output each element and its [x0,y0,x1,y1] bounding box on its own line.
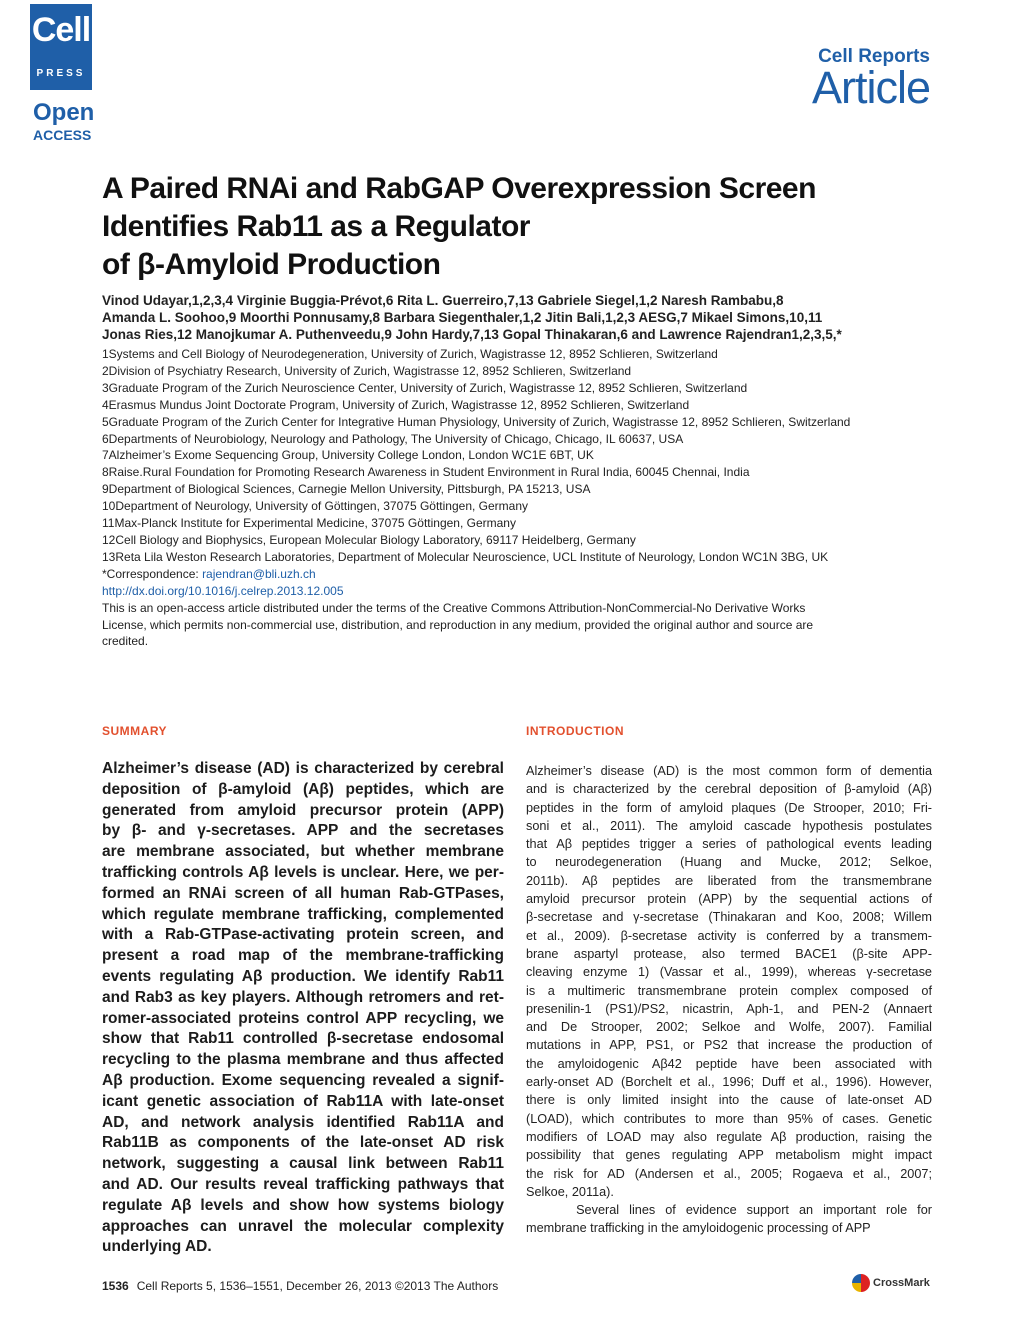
summary-line: with a Rab-GTPase-activating protein screen, and [102,926,504,944]
paper-title [102,170,902,284]
summary-heading: SUMMARY [102,724,168,738]
intro-line: et al., 2009). β-secretase activity is conferred by a transmem- [526,928,932,943]
summary-line: recycling to the plasma membrane and thus affected [102,1051,504,1069]
intro-line: (LOAD), which contributes to more than 95% of cases. Genetic [526,1111,932,1126]
affiliation: 11Max-Planck Institute for Experimental Medicine, 37075 Göttingen, Germany [102,516,516,531]
affiliation: 13Reta Lila Weston Research Laboratories, Department of Molecular Neuroscience, UCL Institute of Neurology, London WC1N 3BG, UK [102,549,829,564]
affiliation: 8Raise.Rural Foundation for Promoting Research Awareness in Student Environment in Rural India, 60045 Chennai, India [102,465,750,480]
author-line: Vinod Udayar,1,2,3,4 Virginie Buggia-Prévot,6 Rita L. Guerreiro,7,13 Gabriele Siegel,1,2 Naresh Rambabu,8 [102,293,784,308]
affiliation: 4Erasmus Mundus Joint Doctorate Program, University of Zurich, Wagistrasse 12, 8952 Schlieren, Switzerland [102,397,690,412]
summary-line: AD, and network analysis identified Rab11A and [102,1113,504,1131]
intro-line: peptides in the form of amyloid plaques (De Strooper, 2010; Fri- [526,800,932,815]
page-footer [102,1279,498,1293]
summary-line: Rab11B as components of the late-onset AD risk [102,1134,504,1152]
affiliation: 2Division of Psychiatry Research, University of Zurich, Wagistrasse 12, 8952 Schlieren, Switzerland [102,363,632,378]
intro-line: is a multimeric transmembrane protein complex composed of [526,983,932,998]
intro-line: 2011b). Aβ peptides are liberated from the transmembrane [526,873,932,888]
intro-line: amyloid precursor protein (APP) by the sequential actions of [526,892,932,907]
summary-line: regulate Aβ levels and show how systems biology [102,1196,504,1214]
summary-line: formed an RNAi screen of all human Rab-GTPases, [102,884,504,902]
affiliation: 10Department of Neurology, University of Göttingen, 37075 Göttingen, Germany [102,499,529,514]
affiliation: 3Graduate Program of the Zurich Neuroscience Center, University of Zurich, Wagistrasse 12, 8952 Schlieren, Switzerland [102,380,748,395]
summary-line: deposition of β-amyloid (Aβ) peptides, which are [102,780,504,798]
logo-cell-text: Cell [31,11,91,49]
intro-line: brane aspartyl protease, also termed BACE1 (β-site APP- [526,946,932,961]
crossmark-icon [852,1274,870,1292]
title-line: A Paired RNAi and RabGAP Overexpression Screen [102,172,816,205]
crossmark-label: CrossMark [873,1276,930,1289]
author-line: Jonas Ries,12 Manojkumar A. Puthenveedu,9 John Hardy,7,13 Gopal Thinakaran,6 and Lawrence Rajendran1,2,3,5,* [102,327,842,342]
summary-line: which regulate membrane trafficking, complemented [102,905,504,923]
title-line: of β-Amyloid Production [102,248,441,281]
affiliation: 1Systems and Cell Biology of Neurodegeneration, University of Zurich, Wagistrasse 12, 8952 Schlieren, Switzerland [102,347,718,361]
intro-line: modifiers of LOAD may also regulate Aβ production, raising the [526,1129,932,1144]
article-type: Article [811,62,930,113]
affiliation: 7Alzheimer’s Exome Sequencing Group, University College London, London WC1E 6BT, UK [102,448,594,463]
summary-line: generated from amyloid precursor protein (APP) [102,801,504,819]
intro-line: β-secretase and γ-secretase (Thinakaran and Koo, 2008; Willem [526,910,932,925]
intro-line: that Aβ peptides trigger a series of pathological events leading [526,837,932,852]
intro-line: and is characterized by the cerebral deposition of β-amyloid (Aβ) [526,782,932,797]
intro-line: the risk for AD (Andersen et al., 2005; Rogaeva et al., 2007; [526,1166,932,1181]
summary-line: icant genetic association of Rab11A with late-onset [102,1092,504,1110]
summary-text [102,759,504,1258]
summary-line: and AD. Our results reveal trafficking pathways that [102,1175,504,1193]
correspondence [102,566,937,583]
summary-line: present a road map of the membrane-trafficking [102,947,504,965]
intro-line: there is only limited insight into the cause of late-onset AD [526,1093,932,1108]
correspondence-email-link[interactable]: rajendran@bli.uzh.ch [202,566,316,581]
page-number: 1536 [102,1279,129,1293]
license-line: License, which permits non-commercial use, distribution, and reproduction in any medium, provided the original author and source are [102,617,814,632]
intro-line: Alzheimer’s disease (AD) is the most common form of dementia [526,764,932,778]
intro-line: possibility that genes regulating APP metabolism might impact [526,1148,932,1163]
access-label: ACCESS [33,127,92,143]
logo-press-text: PRESS [36,68,86,79]
summary-line: show that Rab11 controlled β-secretase endosomal [102,1030,504,1048]
intro-line: Several lines of evidence support an important role for [526,1203,932,1218]
affiliation: 6Departments of Neurobiology, Neurology and Pathology, The University of Chicago, Chicago, IL 60637, USA [102,431,684,446]
summary-line: events regulating Aβ production. We identify Rab11 [102,967,504,985]
summary-line: Aβ production. Exome sequencing revealed a signif- [102,1071,504,1089]
author-list [102,292,932,343]
summary-line: approaches can unravel the molecular complexity [102,1217,504,1235]
affiliation: 12Cell Biology and Biophysics, European Molecular Biology Laboratory, 69117 Heidelberg, Germany [102,532,636,547]
author-line: Amanda L. Soohoo,9 Moorthi Ponnusamy,8 Barbara Siegenthaler,1,2 Jitin Bali,1,2,3 AESG,7 Mikael Simons,10,11 [102,310,823,325]
crossmark-badge[interactable] [852,1274,930,1292]
correspondence-label: *Correspondence: [102,566,203,581]
summary-line: trafficking controls Aβ levels is unclear. Here, we per- [102,863,504,881]
license-text [102,600,932,651]
summary-line: by β- and γ-secretases. APP and the secretases [102,822,504,840]
intro-line: early-onset AD (Borchelt et al., 1996; Duff et al., 1996). However, [526,1075,932,1090]
summary-line: romer-associated proteins control APP recycling, we [102,1009,504,1027]
intro-line: soni et al., 2011). The amyloid cascade hypothesis postulates [526,818,932,833]
affiliation: 9Department of Biological Sciences, Carnegie Mellon University, Pittsburgh, PA 15213, USA [102,482,591,497]
journal-name: Cell Reports [818,46,930,67]
license-line: credited. [102,634,149,649]
license-line: This is an open-access article distributed under the terms of the Creative Commons Attribution-NonCommercial-No Derivative Works [102,600,806,615]
summary-line: Alzheimer’s disease (AD) is characterized by cerebral [102,760,504,777]
summary-line: network, suggesting a causal link between Rab11 [102,1155,504,1173]
affiliation: 5Graduate Program of the Zurich Center for Integrative Human Physiology, University of Zurich, Wagistrasse 12, 8952 Schlieren, Switzerland [102,414,851,429]
cell-press-logo [30,4,92,90]
intro-line: cleaving enzyme 1) (Vassar et al., 1999), whereas γ-secretase [526,965,932,980]
summary-line: underlying AD. [102,1238,212,1256]
intro-line: mutations in APP, PS1, or PS2 that increase the production of [526,1038,932,1053]
open-access-label: Open [33,99,95,126]
intro-line: Selkoe, 2011a). [526,1184,614,1199]
summary-line: and Rab3 as key players. Although retromers and ret- [102,988,504,1006]
intro-line: and De Strooper, 2002; Selkoe and Wolfe, 2007). Familial [526,1020,932,1035]
summary-line: are membrane associated, but whether membrane [102,843,504,861]
intro-line: the amyloidogenic Aβ42 peptide have been associated with [526,1056,932,1071]
introduction-heading: INTRODUCTION [526,724,624,738]
intro-line: presenilin-1 (PS1)/PS2, nicastrin, Aph-1, and PEN-2 (Annaert [526,1001,932,1016]
title-line: Identifies Rab11 as a Regulator [102,210,530,243]
affiliation-block [102,346,937,650]
intro-line: membrane trafficking in the amyloidogenic processing of APP [526,1221,871,1236]
intro-line: to neurodegeneration (Huang and Mucke, 2012; Selkoe, [526,855,932,870]
footer-citation: Cell Reports 5, 1536–1551, December 26, 2013 ©2013 The Authors [136,1279,499,1293]
doi-link[interactable]: http://dx.doi.org/10.1016/j.celrep.2013.12.005 [102,583,344,598]
introduction-text [526,762,932,1238]
